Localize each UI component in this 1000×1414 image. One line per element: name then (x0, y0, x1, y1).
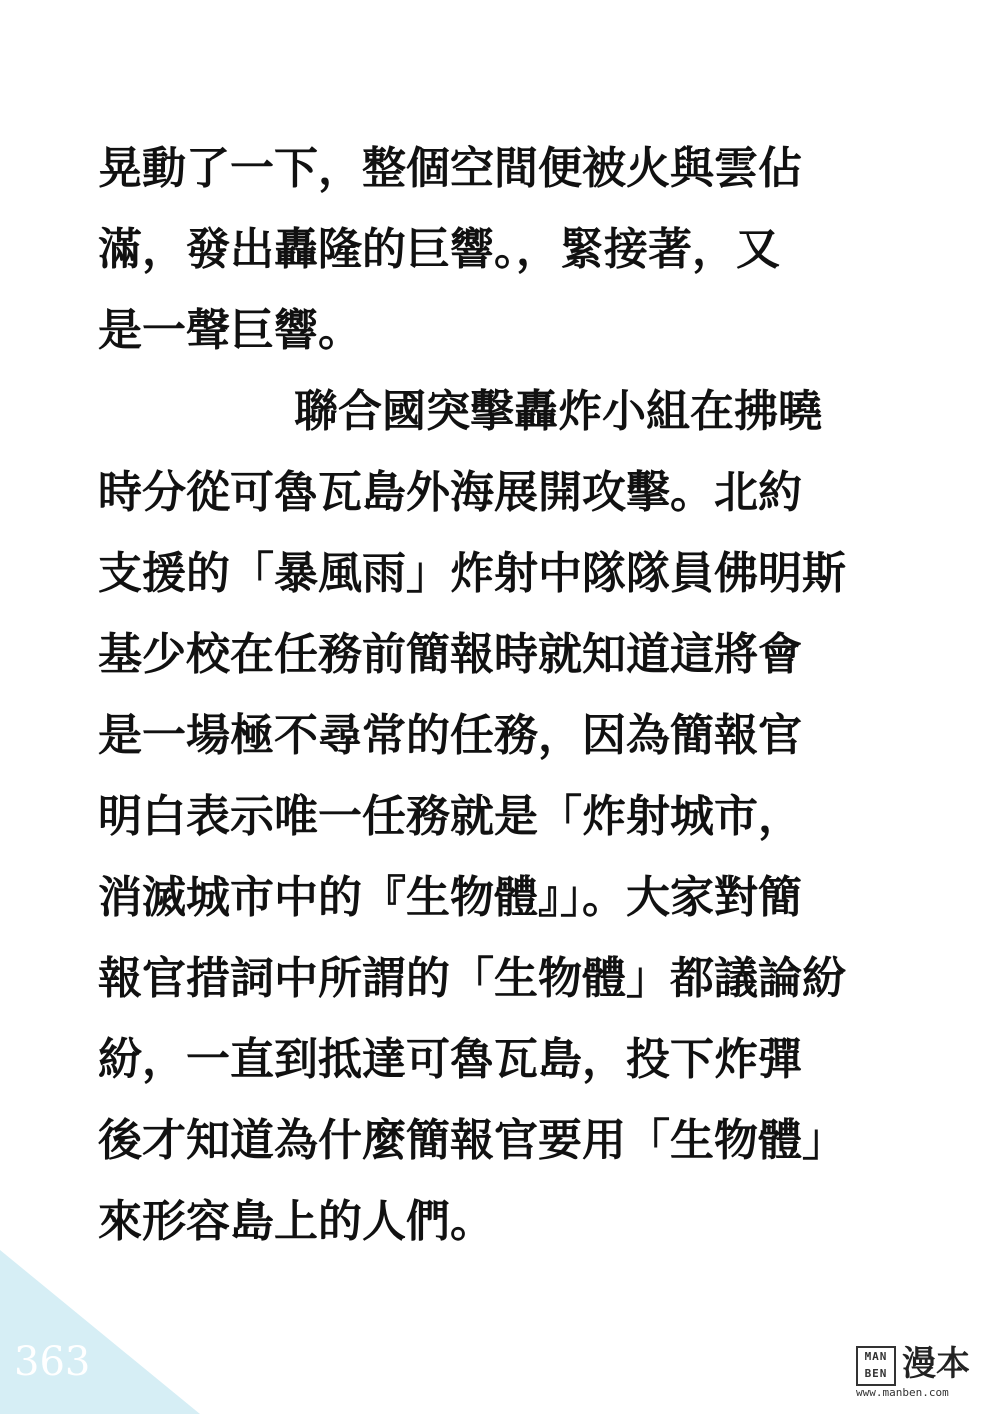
text-line: 來形容島上的人們。 (98, 1196, 494, 1247)
text-line: 是一聲巨響。 (98, 305, 362, 356)
text-line: 晃動了一下，整個空間便被火與雲佔 (98, 143, 802, 194)
watermark-logo (852, 1344, 992, 1399)
body-text (98, 128, 898, 1262)
text-line: 支援的「暴風雨」炸射中隊隊員佛明斯 (98, 548, 846, 599)
text-line: 基少校在任務前簡報時就知道這將會 (98, 629, 802, 680)
text-line: 後才知道為什麼簡報官要用「生物體」 (98, 1115, 846, 1166)
logo-badge (856, 1346, 896, 1386)
text-line: 紛，一直到抵達可魯瓦島，投下炸彈 (98, 1034, 802, 1085)
corner-triangle (0, 1250, 200, 1414)
logo-name: 漫本 (902, 1344, 970, 1384)
text-line: 報官措詞中所謂的「生物體」都議論紛 (98, 953, 846, 1004)
text-line-paragraph-start: 聯合國突擊轟炸小組在拂曉 (294, 386, 822, 437)
text-line: 滿，發出轟隆的巨響。，緊接著，又 (98, 224, 780, 275)
page-number: 363 (14, 1339, 91, 1385)
logo-badge-top: MAN (864, 1350, 888, 1363)
text-line: 消滅城市中的『生物體』」。大家對簡 (98, 872, 802, 923)
text-line: 時分從可魯瓦島外海展開攻擊。北約 (98, 467, 802, 518)
logo-url: www.manben.com (856, 1386, 949, 1399)
logo-badge-bottom: BEN (864, 1367, 888, 1380)
text-line: 明白表示唯一任務就是「炸射城市， (98, 791, 802, 842)
text-line: 是一場極不尋常的任務，因為簡報官 (98, 710, 802, 761)
